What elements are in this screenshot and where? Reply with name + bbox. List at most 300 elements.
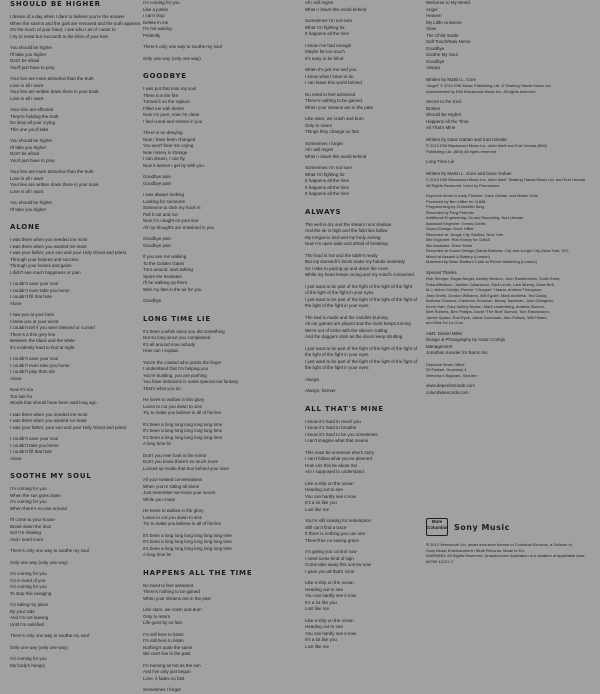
text-line: www.depechemode.com — [426, 383, 476, 388]
text-line: Heading out to sea — [305, 487, 343, 492]
text-line: ℗ 2013 Venusnote Ltd. under exclusive license to Columbia Records, a Division of — [426, 542, 572, 547]
text-line: Sometimes I forget — [143, 687, 181, 692]
text-line: Only one way (only one way) — [10, 644, 68, 650]
text-line: Recorded at Sound Design (Santa Barbara, CA) and Jungle City (New York, NY) — [426, 248, 569, 253]
text-line: Come take away this sorrow now — [305, 562, 372, 567]
text-line: Long Time Lie — [426, 159, 455, 164]
text-line: Until I'm satisfied — [10, 621, 44, 627]
text-line: I'm giving you control now — [305, 549, 357, 554]
text-line: I know it's hard to breathe — [305, 425, 357, 430]
text-line: How can this be about me — [305, 462, 358, 468]
text-line: Broken — [426, 105, 441, 111]
text-line: I couldn't even take you home — [10, 287, 70, 293]
text-line: I'll come to your house — [10, 517, 55, 522]
text-line: Through your losses and gains — [10, 263, 72, 268]
text-line: Slow — [426, 26, 436, 31]
text-line: Girl I'm shaking — [10, 530, 41, 535]
lyrics — [305, 419, 420, 651]
text-line: Mix Engineer: Rob Kinsey for 11848 — [426, 237, 490, 242]
tracklist-2 — [426, 99, 596, 132]
text-line: Like a ship on the ocean — [305, 617, 354, 623]
text-line: Sound Design: Dave Hillier — [426, 226, 474, 231]
text-line: All I will regret — [305, 0, 334, 5]
song-should-be-higher — [10, 0, 140, 213]
text-line: Sometimes I forget — [305, 140, 343, 146]
text-line: © 2012 EMI Blackwood Music Inc. o/b/o itself and Kurt Uenala (BMI) — [426, 143, 547, 148]
text-line: the light of the fight in your eyes — [305, 365, 369, 370]
text-line: I'll take you higher — [10, 51, 47, 57]
text-line: The well is dry and the stream runs shallow — [305, 221, 392, 227]
text-line: Now I have been changed — [143, 136, 196, 142]
text-line: And I've only just begun — [143, 669, 191, 674]
text-line: Locked up inside that box behind your door — [143, 465, 230, 471]
text-line: Goodbye — [426, 58, 445, 64]
text-line: It happens all the time — [305, 178, 350, 183]
text-line: Love is all I want — [10, 95, 44, 101]
text-line: My tongue is tied and my body aching — [305, 234, 381, 240]
text-line: You can hardly see it now — [305, 493, 357, 499]
text-line: All my thoughts are entwined in you — [143, 224, 215, 230]
text-line: This must be someone else's story — [305, 449, 375, 455]
text-line: James Spano, Ron Eyck, Jaime Goodman, Alex Pollock, Will Hinton, — [426, 314, 548, 320]
text-line: I'm in need of you — [10, 577, 46, 583]
text-line: I'm still here to listen — [143, 638, 184, 643]
text-line: I'm coming for you — [10, 656, 47, 661]
text-line: A long time lie — [143, 441, 172, 446]
text-line: I dream of a day when I dare to believe you're the answer — [10, 14, 125, 19]
text-line: Your sins are effected — [10, 107, 54, 112]
text-line: I know what I have to do — [305, 73, 354, 79]
text-line: There's only one way to soothe my soul — [10, 548, 89, 553]
text-line: I couldn't take you home — [10, 442, 59, 448]
text-line: Always — [305, 376, 320, 382]
text-line: There'll be no saving grace — [305, 537, 359, 543]
text-line: I was your father, your son and your Holy Ghost and priest — [10, 424, 127, 430]
text-line: Only to return — [143, 613, 171, 619]
text-line: I can't follow what you've planned — [305, 456, 372, 461]
text-line: Programming by Christoffer Berg — [426, 204, 485, 209]
text-line: There's nothing to be gained — [305, 98, 362, 103]
text-line: You're the coward who points the finger — [143, 359, 222, 365]
text-line: You should be higher — [10, 138, 53, 143]
text-line: When your dreams are in the past — [143, 595, 211, 601]
text-line: Between the black and the white — [10, 338, 75, 343]
song-soothe-my-soul — [10, 472, 140, 669]
text-line: Now I'm pure, now I'm clean — [143, 112, 200, 117]
text-line: M.J. Anton Corbijn, Ronnie "Chopper" Haarla, Andrew Thompson, — [426, 287, 543, 292]
text-line: I'm taking my place — [10, 602, 49, 607]
text-line: I know it's hard to reach you — [305, 418, 361, 424]
song-title: GOODBYE — [143, 72, 187, 80]
text-line: Your lies are written down there in your book — [10, 182, 99, 187]
text-line: Things they change so fast — [305, 129, 359, 134]
text-line: Bert Roberts, Ben Phillips, David "The Brat" Borrow, Tom Rasmussen, — [426, 309, 550, 314]
text-line: I couldn't save your soul — [10, 356, 59, 361]
text-line: I feel cured and serene in you — [143, 118, 203, 124]
text-line: I'm coming for you — [10, 486, 47, 491]
text-line: Lost like me — [305, 506, 330, 512]
text-line: That's what you do — [143, 385, 181, 391]
text-line: On the touch of your hand, I see who I am if I want to — [10, 27, 116, 32]
text-line: With my fate in the air for you — [143, 286, 202, 292]
text-line: Nothing's quite the same — [143, 644, 193, 650]
legal-footer — [426, 542, 591, 564]
text-line: I couldn't play that role — [10, 369, 55, 374]
text-line: I need some kind of sign — [305, 555, 354, 561]
text-line: Recorded at: Jungle City Studios, New York — [426, 231, 504, 237]
text-line: Don't be afraid — [10, 58, 40, 63]
text-line: Pull it out and run — [143, 211, 179, 217]
text-line: I couldn't tell if you were blessed or cursed — [10, 325, 95, 330]
text-line: To the Golden Gates — [143, 260, 185, 266]
text-line: You should be higher — [10, 200, 53, 205]
text-line: Now I'm open wide and afraid of breaking — [305, 241, 388, 246]
text-line: I understand that I'm helping you — [143, 366, 209, 371]
text-line: I can't stop — [143, 13, 165, 18]
text-line: Love is all I want — [10, 175, 44, 181]
text-line: All That's Mine — [426, 125, 456, 130]
text-line: of the light of the fight in your eyes — [305, 290, 374, 295]
text-line: Turn around, start talking — [143, 267, 193, 272]
text-line: Delete in me — [143, 19, 169, 25]
song-title: ALWAYS — [305, 207, 342, 216]
song-always — [305, 208, 420, 395]
text-line: I'm not waiting — [143, 26, 172, 31]
text-line: Rob Stringer, Edgar Berger, Ashley Newton, John Rankenstein, Scott Greer, — [426, 276, 561, 281]
text-line: It's been a long long long long long time — [143, 421, 223, 427]
text-line: And the daggers stick as the doors keep shutting — [305, 334, 403, 339]
text-line: I just want to be part of the fight of the light of the fight of — [305, 358, 418, 364]
text-line: I'm burning as hot as the sun — [143, 662, 201, 668]
text-line: Like a ship on the ocean — [305, 580, 354, 585]
text-line: And the air is high and the field lies fallow — [305, 228, 388, 233]
text-line: Recorded by Ferg Peterkin — [426, 209, 474, 215]
label-logos — [426, 518, 510, 536]
text-line: It's all around now nobody — [143, 341, 196, 347]
column-2 — [143, 0, 293, 692]
column-1 — [10, 0, 141, 668]
ar-credit: A&R: Daniel Miller — [426, 330, 463, 336]
text-line: Happens All the Time — [426, 118, 469, 124]
production-credits — [426, 193, 596, 265]
text-line: I'm coming for you — [10, 571, 47, 576]
text-line: There's nothing to be gained — [143, 589, 200, 594]
song-happens-all-the-time — [143, 569, 293, 694]
text-line: If there is nothing you can see — [305, 531, 366, 536]
text-line: No need to feel ashamed — [143, 582, 194, 588]
text-line: I'll take you higher — [10, 144, 47, 150]
text-line: There's only one way to soothe my soul — [10, 633, 89, 638]
text-line: I know I've had enough — [305, 42, 352, 48]
text-line: Wreuma 4 Bagnant, Sweden — [426, 372, 478, 378]
text-line: I was there when you wanted me least — [10, 418, 87, 423]
text-line: When I leave this world behind — [305, 6, 367, 12]
text-line: Angel — [426, 6, 438, 12]
text-line: It's been a long long long long long long time — [143, 539, 232, 544]
lyrics — [305, 222, 420, 395]
text-line: It happens all the time — [305, 191, 350, 196]
text-line: It's been a long long long long long long time — [143, 532, 232, 538]
song-happens-all-the-time-cont — [305, 0, 420, 198]
text-line: Do drop all your crying — [10, 120, 56, 125]
text-line: Goodbye — [143, 298, 162, 303]
text-line: I was there when you wanted me least — [10, 243, 87, 249]
text-line: My Little Universe — [426, 19, 462, 25]
text-line: Lost like me — [305, 606, 330, 611]
design-credit: Design & Photography by Anton Corbijn — [426, 337, 506, 342]
text-line: My body's hungry — [10, 662, 46, 668]
song-title: ALL THAT'S MINE — [305, 404, 384, 413]
text-line: and Nick De La Cruz — [426, 320, 463, 325]
credits-column — [426, 0, 596, 600]
column-3 — [305, 0, 420, 649]
text-line: Heading out to sea — [305, 586, 343, 592]
text-line: The Child Inside — [426, 32, 459, 38]
lyrics — [143, 583, 293, 694]
sony-music-logo: Sony Music — [454, 522, 510, 532]
lyrics — [10, 237, 140, 462]
text-line: There is no denying — [143, 130, 183, 135]
special-thanks-heading: Special Thanks — [426, 269, 457, 275]
text-line: Goodbye pain — [143, 180, 172, 186]
text-line: I couldn't fill that hole — [10, 294, 52, 299]
text-line: We can't live in the past — [143, 651, 191, 656]
management-credit: Jonathan Kessler for Baron Inc. — [426, 350, 490, 355]
text-line: There's only one way to soothe my soul — [143, 44, 222, 49]
text-line: Someone to stick my hook in — [143, 205, 201, 210]
legal-3 — [426, 177, 596, 188]
legal-2 — [426, 143, 596, 154]
text-line: It's a lot like you — [305, 637, 337, 642]
text-line: Barbara Charone, Cameron Donovan, Benny Taubman, John Giangiulio, — [426, 298, 555, 303]
text-line: It's evidently hard to find at night — [10, 344, 75, 350]
text-line: Loves to cut you down to size — [143, 403, 203, 409]
text-line: I just want to be part of the fight of the light of the fight of — [305, 345, 418, 351]
text-line: Now it's too — [10, 387, 34, 392]
text-line: Your lies are written down there in your book — [10, 89, 99, 94]
text-line: Still can't find a trace — [305, 524, 347, 530]
text-line: Love is all I want — [10, 188, 44, 194]
text-line: Erika Affeldson, Jasleen Johansson, Saul Levitz, Lars Murray, Dave Bell, — [426, 281, 555, 287]
text-line: You won't hear me crying — [143, 143, 194, 148]
text-line: Secret to the End — [426, 99, 461, 104]
text-line: We're out of tricks with the silence cutting — [305, 327, 388, 333]
text-line: It's been a long long long long long long time — [143, 545, 232, 551]
text-line: It's been a long long long long long time — [143, 428, 223, 433]
text-line: Goodbye pain — [143, 174, 172, 179]
urls — [426, 383, 596, 396]
text-line: You can hardly see it now — [305, 630, 357, 636]
management-heading: Management — [426, 343, 453, 349]
text-line: Try to make you believe in all of his lies — [143, 521, 222, 526]
text-line: I can't imagine what that means — [305, 438, 369, 443]
text-line: All I will regret — [305, 147, 334, 152]
text-line: It's been a while since you did something — [143, 328, 225, 334]
text-line: I saw you at your best — [10, 312, 54, 317]
text-line: Only to return — [305, 122, 333, 128]
text-line: So I take to pacing up and down the room — [305, 265, 389, 271]
song-title: HAPPENS ALL THE TIME — [143, 568, 253, 577]
text-line: When the storms and the guilt are removed and the truth appears — [10, 20, 141, 26]
text-line: Now I'm caught on your line — [143, 218, 199, 223]
text-line: While you moan — [143, 496, 176, 502]
text-line: Mixed at Assault & Battery (London) — [426, 253, 490, 259]
text-line: While my heart keeps racing and my mind's consumed — [305, 272, 414, 277]
text-line: Lost like me — [305, 643, 330, 649]
text-line: Soothe My Soul — [426, 52, 458, 57]
text-line: You should be higher — [10, 45, 53, 50]
song-long-time-lie — [143, 315, 293, 559]
text-line: No need to feel ashamed — [305, 91, 356, 97]
text-line: I can leave this world behind — [305, 80, 362, 85]
text-line: the light of the fight in your eyes — [305, 303, 369, 308]
special-thanks — [426, 276, 596, 326]
text-line: Now it seems I get by with you — [143, 162, 204, 168]
text-line: I'll be walking up there — [143, 280, 188, 285]
text-line: By your side — [10, 608, 35, 614]
text-line: Additional Engineering: Drums Recording: Kurt Uenala — [426, 215, 523, 220]
song-title: SHOULD BE HIGHER — [10, 0, 101, 8]
text-line: What I'm fighting for — [305, 24, 345, 30]
tracklist-1 — [426, 0, 596, 72]
text-line: Only one way (only one way) — [143, 55, 201, 61]
text-line: When you're sitting all alone — [143, 483, 200, 489]
text-line: And I'm not leaving — [10, 615, 49, 620]
text-line: Kevin Hart, Gary Ashley Norton, Mark Lindenberg, Andrew Slocum, — [426, 303, 545, 309]
text-line: Spare the hesitates — [143, 273, 182, 279]
song-all-thats-mine — [305, 405, 420, 651]
text-line: Filled me with desire — [143, 105, 185, 111]
text-line: I didn't see much happiness or pain — [10, 269, 81, 275]
text-line: But my stomach's knots make my hands unsteady — [305, 259, 405, 264]
text-line: Through your failures and success — [10, 256, 79, 262]
text-line: Don't you ever look in the mirror — [143, 452, 207, 458]
text-line: I gave you all that's mine — [305, 568, 355, 574]
song-alone — [10, 223, 140, 462]
lyrics — [143, 0, 293, 62]
text-line: I couldn't fill that hole — [10, 449, 52, 454]
text-line: Break down the door — [10, 523, 52, 529]
text-line: I couldn't save your soul — [10, 281, 59, 286]
text-line: It's a lot like you — [305, 500, 337, 505]
text-line: Goodbye — [426, 45, 445, 51]
text-line: He loves to wallow in this glory — [143, 397, 205, 402]
lyrics — [10, 14, 140, 213]
text-line: Don't be afraid — [10, 151, 40, 156]
text-line: Too late for — [10, 393, 33, 399]
text-line: 88765 44231 2 — [426, 558, 453, 564]
text-line: It's been a long long long long long time — [143, 434, 223, 440]
legal-footer-lines — [426, 542, 591, 564]
text-line: When I leave this world behind — [305, 153, 367, 159]
text-line: I couldn't even take you home — [10, 362, 70, 368]
text-line: Depeche Mode Office — [426, 361, 465, 367]
text-line: Alone — [10, 375, 22, 381]
text-line: I'll take you higher — [10, 206, 47, 212]
text-line: the light of the fight in your eyes — [305, 352, 369, 357]
text-line: Love, it fades so fast — [143, 675, 185, 681]
text-line: Sometimes I'm not sure — [305, 165, 353, 170]
text-line: What I'm fighting for — [305, 171, 345, 177]
text-line: There's a thin grey line — [10, 331, 56, 337]
text-line: You can hardly see it now — [305, 593, 357, 598]
text-line: All Rights Reserved. Used by Permission. — [426, 182, 501, 188]
text-line: I try to resist but succumb to the bliss of your kiss — [10, 33, 109, 39]
text-line: Always, forever — [305, 388, 336, 393]
writer-credit-1: Written by Martin L. Gore — [426, 76, 477, 82]
text-line: Assistant Engineer: Tomas Dohlin — [426, 220, 486, 226]
text-line: This one you'll take — [10, 126, 49, 132]
text-line: Now misery is strange — [143, 149, 188, 155]
text-line: Like a ship on the ocean — [305, 480, 354, 486]
text-line: How can I explain — [143, 348, 179, 353]
text-line: He loves to wallow in the glory — [143, 508, 204, 513]
text-line: Heading out to sea — [305, 624, 343, 629]
text-line: When the sun goes down — [10, 492, 61, 498]
text-line: Sony Music Entertainment / Mute Records. Made in EU. — [426, 547, 526, 553]
text-line: To stop this ravaging — [10, 590, 52, 596]
text-line: Am I supposed to understand — [305, 469, 364, 474]
text-line: Like stars, we crash and burn — [143, 607, 202, 612]
text-line: © 2012 EMI Blackwood Music Inc. o/b/o itself, Shaking Hands Music Ltd. and Kurt Uenala — [426, 177, 585, 182]
text-line: Mix Assistant: Drew Smith — [426, 242, 473, 248]
lyrics — [10, 486, 140, 669]
song-title: SOOTHE MY SOUL — [10, 472, 92, 480]
text-line: Depeche Mode is Andy Fletcher, Dave Gahan, and Martin Gore — [426, 193, 539, 198]
fan-club-address — [426, 362, 596, 379]
text-line: Alone — [10, 300, 22, 306]
text-line: I was there when you needed me most — [10, 237, 88, 242]
text-line: I know it's hard to be you sometimes — [305, 431, 378, 437]
text-line: 25 Parkan, Hovedvej 4 — [426, 367, 467, 372]
text-line: Welcome to My World — [426, 0, 470, 5]
text-line: You'll just have to pray — [10, 64, 55, 70]
writer-credit-2: Written by Dave Gahan and Kurt Uenala — [426, 136, 507, 142]
text-line: Just remember we know your secret — [143, 490, 216, 495]
text-line: You'll just have to pray — [10, 157, 55, 163]
text-line: You're building, you are pushing — [143, 372, 207, 378]
lyrics — [143, 329, 293, 559]
text-line: I'm still here to listen — [143, 631, 184, 637]
text-line: I was always looking — [143, 192, 185, 197]
text-line: Words that should have been said long ago — [10, 400, 97, 405]
text-line: I knew you at your worst — [10, 318, 59, 324]
text-line: Not so long since you complained — [143, 335, 211, 340]
text-line: Your lies are more attractive than the truth — [10, 76, 94, 81]
text-line: Turned it on the rapture — [143, 99, 190, 104]
song-goodbye — [143, 72, 293, 305]
text-line: They're holding the truth — [10, 113, 59, 119]
writer-credit-3: Written by Martin L. Gore and Dave Gahan — [426, 170, 512, 176]
text-line: It happens all the time — [305, 184, 350, 190]
lyrics — [305, 0, 420, 198]
text-line: Always — [426, 65, 441, 70]
text-line: Only one way (only one way) — [10, 559, 68, 565]
text-line: If you see me walking — [143, 254, 187, 259]
text-line: Like a junkie — [143, 6, 169, 12]
text-line: Love is all I want — [10, 82, 44, 88]
text-line: I couldn't save your soul — [10, 436, 59, 441]
text-line: It's easy to be blind — [305, 55, 344, 61]
mute-columbia-badge: Mute Columbia — [426, 518, 448, 536]
text-line: Jean Smith, Gordon Williams, Will Egolfe, Mark Andretta, Ted Grady, — [426, 292, 548, 298]
song-soothe-my-soul-cont — [143, 0, 293, 62]
text-line: Should Be Higher — [426, 112, 462, 117]
text-line: You have delusions in some spaced-out fantasy — [143, 379, 239, 384]
legal-1 — [426, 83, 596, 94]
text-line: WARNING: All Rights Reserved. Unauthorized duplication is a violation of applicable laws. — [426, 553, 586, 558]
text-line: Sometimes I'm not sure — [305, 18, 353, 23]
